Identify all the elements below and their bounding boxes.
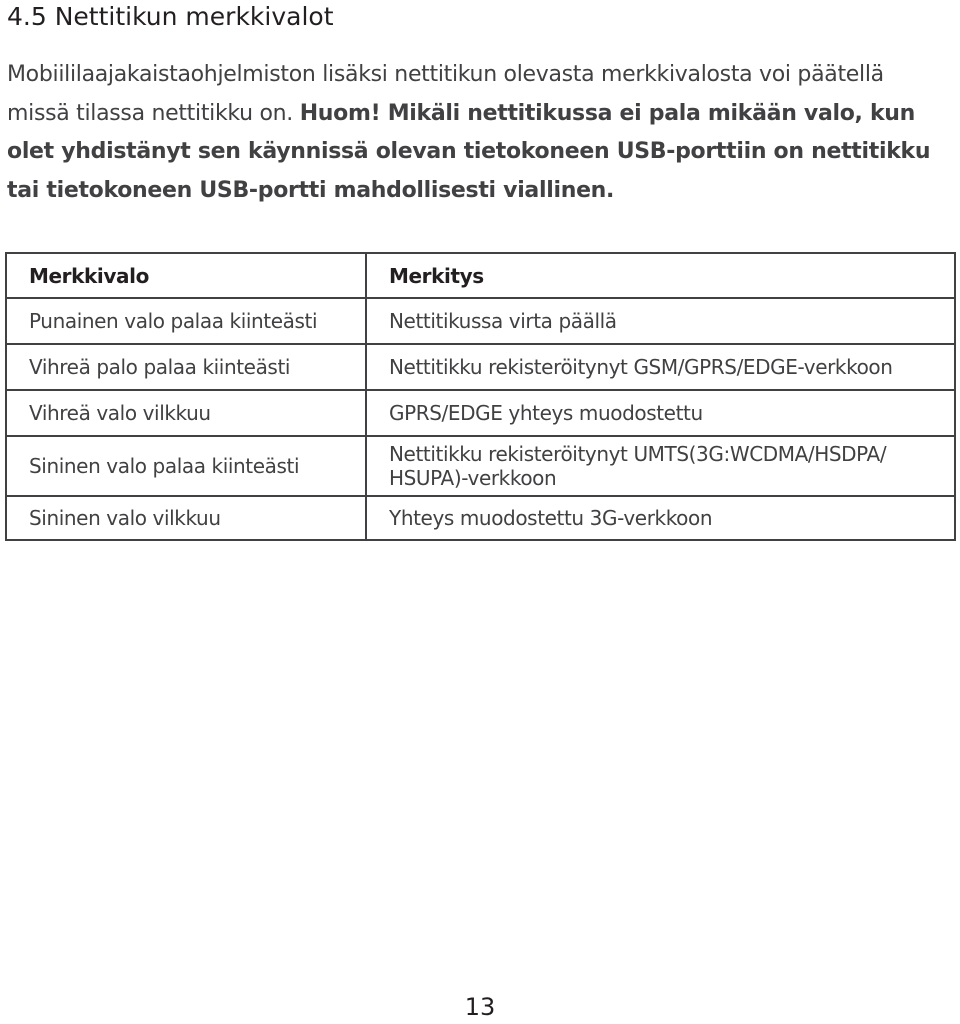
table-header-row bbox=[6, 253, 955, 298]
cell-meaning: Yhteys muodostettu 3G-verkkoon bbox=[366, 496, 955, 540]
section-heading: 4.5 Nettitikun merkkivalot bbox=[7, 2, 334, 31]
intro-paragraph bbox=[7, 56, 952, 210]
header-indicator-light: Merkkivalo bbox=[6, 253, 366, 298]
cell-light: Vihreä valo vilkkuu bbox=[6, 390, 366, 436]
cell-light: Punainen valo palaa kiinteästi bbox=[6, 298, 366, 344]
indicator-light-table bbox=[5, 252, 956, 541]
cell-light: Vihreä palo palaa kiinteästi bbox=[6, 344, 366, 390]
cell-light: Sininen valo palaa kiinteästi bbox=[6, 436, 366, 496]
cell-meaning: Nettitikussa virta päällä bbox=[366, 298, 955, 344]
table-row bbox=[6, 436, 955, 496]
table-row bbox=[6, 298, 955, 344]
cell-light: Sininen valo vilkkuu bbox=[6, 496, 366, 540]
header-meaning: Merkitys bbox=[366, 253, 955, 298]
cell-meaning: Nettitikku rekisteröitynyt UMTS(3G:WCDMA/HSDPA/ HSUPA)-verkkoon bbox=[366, 436, 955, 496]
cell-meaning: Nettitikku rekisteröitynyt GSM/GPRS/EDGE-verkkoon bbox=[366, 344, 955, 390]
intro-plain-text: Mobiililaajakaistaohjelmiston lisäksi nettitikun olevasta merkkivalosta voi päätellä missä tilassa nettitikku on. bbox=[7, 62, 884, 126]
table-row bbox=[6, 390, 955, 436]
table-row bbox=[6, 496, 955, 540]
page-number: 13 bbox=[464, 993, 496, 1021]
cell-meaning: GPRS/EDGE yhteys muodostettu bbox=[366, 390, 955, 436]
table-row bbox=[6, 344, 955, 390]
intro-note-text: Huom! Mikäli nettitikussa ei pala mikään valo, kun olet yhdistänyt sen käynnissä olevan tietokoneen USB-porttiin on nettitikku tai tietokoneen USB-portti mahdollisesti viallinen. bbox=[7, 100, 931, 203]
